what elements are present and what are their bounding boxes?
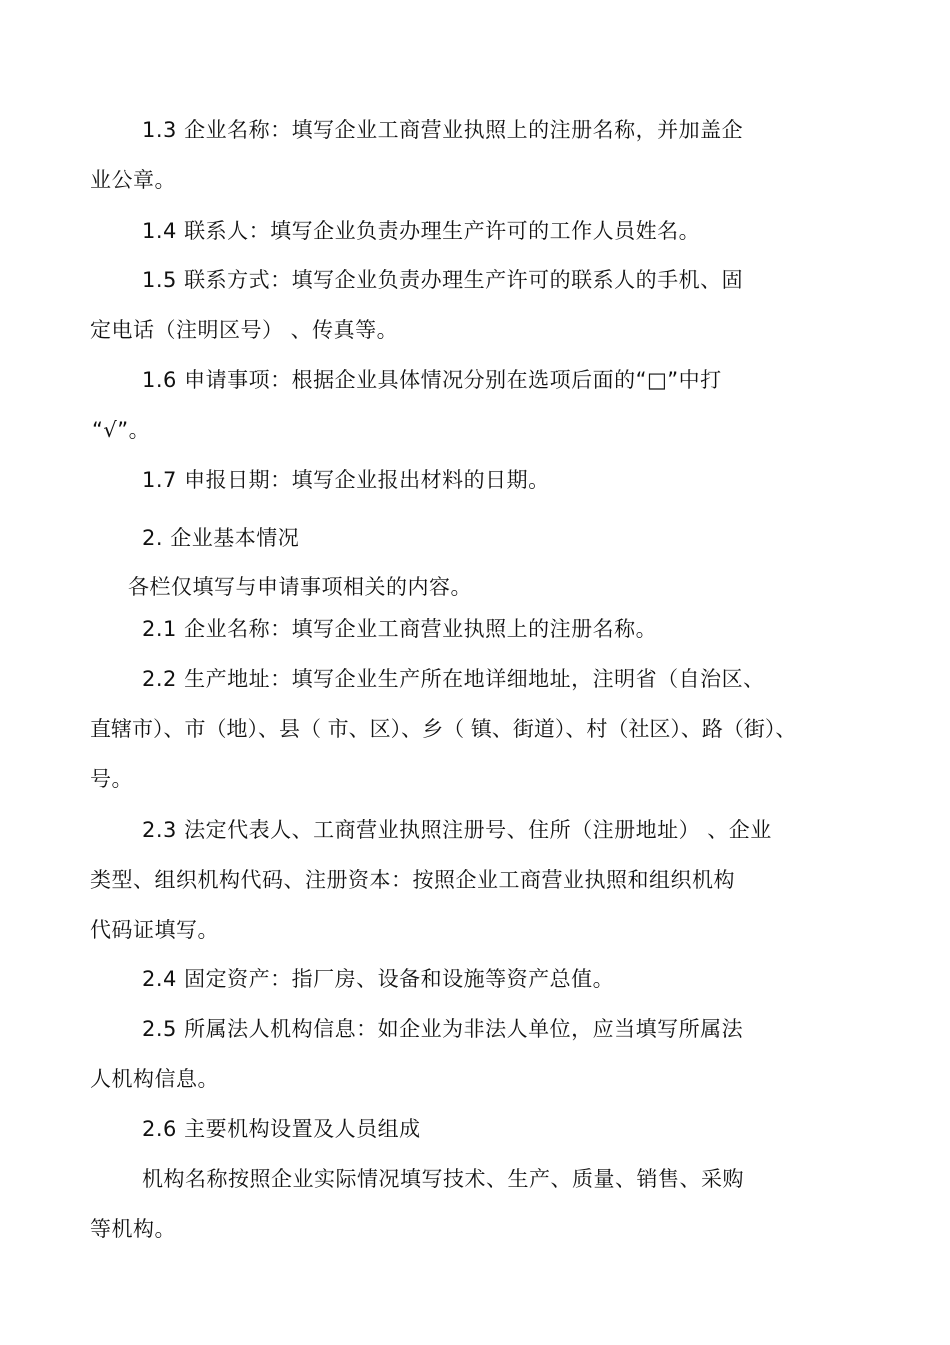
para-2-5-line1: 2.5 所属法人机构信息：如企业为非法人单位，应当填写所属法	[142, 1017, 744, 1041]
para-2-1: 2.1 企业名称：填写企业工商营业执照上的注册名称。	[142, 617, 658, 641]
para-1-5-line1: 1.5 联系方式：填写企业负责办理生产许可的联系人的手机、固	[142, 268, 744, 292]
para-2-5-line2: 人机构信息。	[90, 1067, 219, 1091]
para-2-4: 2.4 固定资产：指厂房、设备和设施等资产总值。	[142, 967, 615, 991]
para-2-6-body-line1: 机构名称按照企业实际情况填写技术、生产、质量、销售、采购	[142, 1167, 744, 1191]
para-2-3-line3: 代码证填写。	[90, 918, 219, 942]
para-2-6-heading: 2.6 主要机构设置及人员组成	[142, 1117, 421, 1141]
para-2-3-line1: 2.3 法定代表人、工商营业执照注册号、住所（注册地址） 、企业	[142, 818, 772, 842]
para-1-3-line2: 业公章。	[90, 168, 176, 192]
para-1-6-line2: “√”。	[92, 418, 151, 442]
para-2-2-line3: 号。	[90, 767, 133, 791]
para-1-7: 1.7 申报日期：填写企业报出材料的日期。	[142, 468, 550, 492]
para-2-6-body-line2: 等机构。	[90, 1217, 176, 1241]
para-1-3-line1: 1.3 企业名称：填写企业工商营业执照上的注册名称，并加盖企	[142, 118, 744, 142]
section-2-heading: 2. 企业基本情况	[142, 526, 300, 550]
para-2-3-line2: 类型、组织机构代码、注册资本：按照企业工商营业执照和组织机构	[90, 868, 735, 892]
para-1-6-line1: 1.6 申请事项：根据企业具体情况分别在选项后面的“□”中打	[142, 368, 722, 392]
para-1-4: 1.4 联系人：填写企业负责办理生产许可的工作人员姓名。	[142, 219, 701, 243]
section-2-intro: 各栏仅填写与申请事项相关的内容。	[128, 575, 472, 599]
para-2-2-line2: 直辖市）、市（地）、县（ 市、区）、乡（ 镇、街道）、村（社区）、路（街）、	[90, 717, 797, 741]
para-1-5-line2: 定电话（注明区号） 、传真等。	[90, 318, 399, 342]
para-2-2-line1: 2.2 生产地址：填写企业生产所在地详细地址，注明省（自治区、	[142, 667, 765, 691]
